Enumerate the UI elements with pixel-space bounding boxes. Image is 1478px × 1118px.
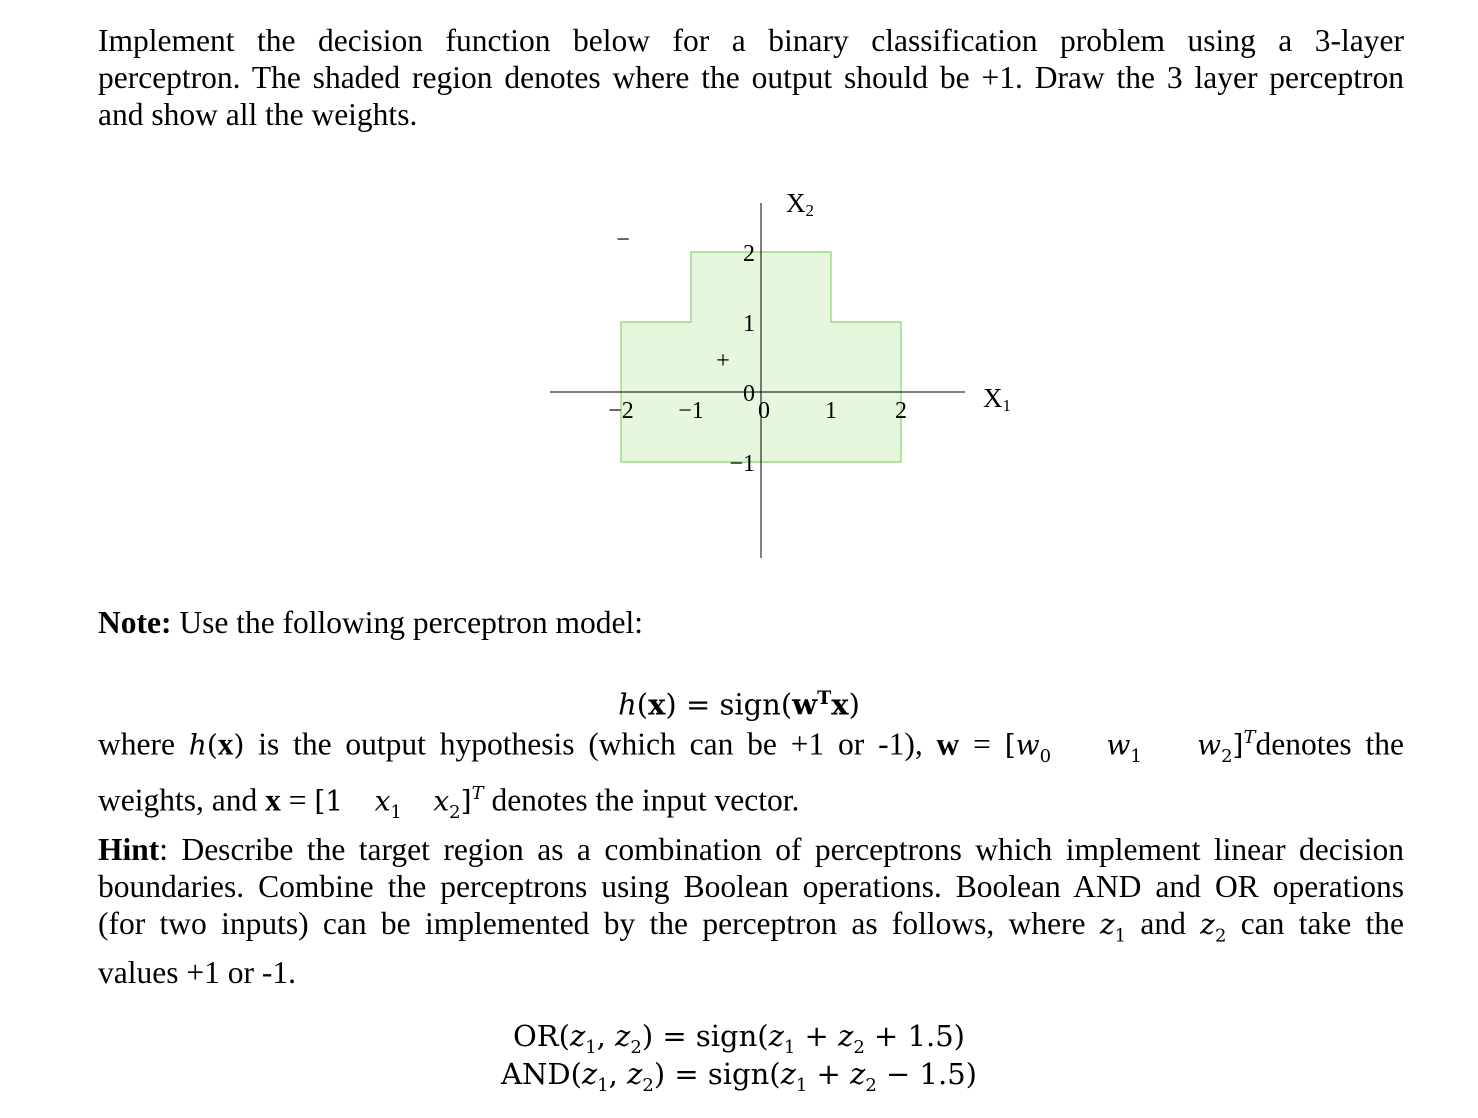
y-tick-label: 2	[743, 241, 755, 267]
y-tick-label: −1	[729, 451, 755, 477]
and-equation: $AND(z_1$, $z_2$) = $sign(z_1 + z_2 - 1.5)$	[501, 1057, 977, 1096]
positive-class-marker: +	[716, 348, 730, 374]
x-tick-label: 0	[758, 398, 770, 424]
x-tick-label: −2	[608, 398, 634, 424]
where-line-2: weights, and x = [1 $x_1$ $x_2]^T$ denotes the input vector.	[98, 782, 800, 823]
problem-line-3: and show all the weights.	[98, 97, 418, 132]
problem-line-2: perceptron. The shaded region denotes where the output should be +1. Draw the 3 layer perceptron	[98, 60, 1404, 95]
hint-line-4: values +1 or -1.	[98, 955, 296, 991]
y-tick-label: 0	[743, 381, 755, 407]
hint-line-2: boundaries. Combine the perceptrons using Boolean operations. Boolean AND and OR operations	[98, 869, 1404, 904]
model-equation: $h(x) = sign(w^Tx)$	[618, 687, 860, 722]
where-paragraph	[98, 719, 1404, 831]
note-label: Note:	[98, 605, 172, 640]
x-axis-label: X1	[983, 383, 1011, 415]
x-tick-label: 2	[895, 398, 907, 424]
x-tick-label: 1	[825, 398, 837, 424]
y-tick-label: 1	[743, 311, 755, 337]
note-text: Use the following perceptron model:	[171, 605, 643, 640]
problem-line-1: Implement the decision function below for a binary classification problem using a 3-layer	[98, 23, 1404, 58]
where-line-1: where h(x) is the output hypothesis (which can be +1 or -1), $w = [w_0$ $w_1$ $w_2]^Tdenotes$ the	[98, 726, 1404, 767]
negative-class-marker: −	[616, 227, 630, 253]
or-equation: $OR(z_1$, $z_2$) = $sign(z_1 + z_2 + 1.5)$	[513, 1019, 965, 1058]
hint-label: Hint	[98, 832, 160, 867]
hint-line-3: (for two inputs) can be implemented by the perceptron as follows, where $z_1$ and $z_2$ can take the	[98, 906, 1404, 947]
x-tick-label: −1	[678, 398, 704, 424]
y-axis-label: X2	[786, 188, 814, 220]
hint-paragraph	[98, 831, 1404, 991]
note-line	[98, 604, 1404, 641]
hint-line-1: Hint: Describe the target region as a combination of perceptrons which implement linear decision	[98, 832, 1404, 867]
